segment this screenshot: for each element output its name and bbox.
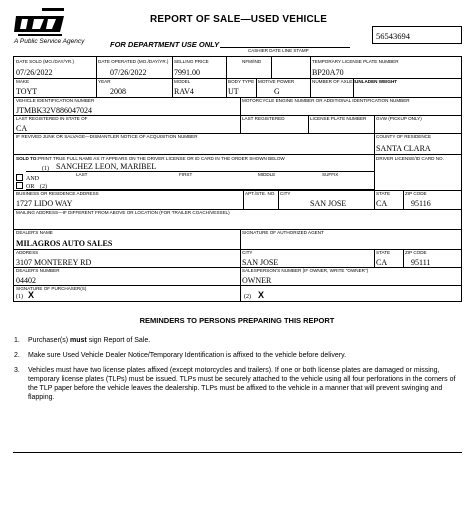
col-divider [172, 57, 173, 97]
dealer-number-value[interactable]: 04402 [16, 276, 36, 285]
reminders-heading: REMINDERS TO PERSONS PREPARING THIS REPORT [139, 316, 335, 325]
col-divider [374, 115, 375, 154]
purchaser-signature-label: SIGNATURE OF PURCHASER(S) [16, 286, 87, 291]
last-registered-label: LAST REGISTERED [242, 116, 285, 121]
motive-power-label: MOTIVE POWER [258, 79, 295, 84]
col-divider [271, 57, 272, 78]
suffix-label: SUFFIX [322, 172, 339, 177]
buyer-apt-label: APT./STE. NO. [245, 191, 276, 196]
dealer-name-value[interactable]: MILAGROS AUTO SALES [16, 239, 113, 248]
dealer-zip-label: ZIP CODE [405, 250, 427, 255]
purchaser-two-number: (2) [244, 294, 251, 300]
reminder-text [28, 336, 460, 345]
purchaser-one-number: (1) [16, 294, 23, 300]
col-divider [310, 57, 311, 97]
buyer-zip-label: ZIP CODE [405, 191, 427, 196]
col-divider [240, 267, 241, 285]
dealer-state-label: STATE [376, 250, 391, 255]
salesperson-number-value[interactable]: OWNER [242, 276, 272, 285]
nfm-label: NFM/IND [242, 59, 262, 64]
col-divider [240, 229, 241, 267]
agency-tagline: A Public Service Agency [14, 38, 85, 45]
unladen-weight-label: UNLADEN WEIGHT [355, 79, 398, 84]
or-checkbox[interactable] [16, 182, 23, 189]
motive-power-value[interactable]: G [274, 87, 280, 96]
year-value[interactable]: 2008 [110, 87, 126, 96]
buyer-two-number: (2) [40, 184, 47, 190]
department-use-label: FOR DEPARTMENT USE ONLY [110, 40, 220, 49]
dealer-address-label: ADDRESS [16, 250, 39, 255]
dmv-logo [14, 8, 68, 38]
axles-label: NUMBER OF AXLES [312, 79, 356, 84]
or-label: OR [26, 184, 35, 190]
date-sold-label: DATE SOLD (MO./DAY/YR.) [16, 59, 75, 64]
col-divider [243, 190, 244, 209]
temp-plate-label: TEMPORARY LICENSE PLATE NUMBER [312, 59, 399, 64]
body-type-value[interactable]: UT [228, 87, 239, 96]
junk-salvage-label: IF REVIVED JUNK OR SALVAGE—DISMANTLER NOTICE OF ACQUISITION NUMBER [16, 134, 198, 139]
name2-underline [26, 189, 374, 190]
row-divider [14, 229, 461, 230]
col-divider [403, 249, 404, 267]
last-registered-state-value[interactable]: CA [16, 124, 28, 133]
and-checkbox[interactable] [16, 174, 23, 181]
reminder-text-part: Purchaser(s) [28, 337, 71, 344]
page-title: REPORT OF SALE—USED VEHICLE [150, 14, 328, 25]
license-plate-label: LICENSE PLATE NUMBER [310, 116, 367, 121]
reminder-number: 2. [14, 352, 20, 359]
salesperson-number-label: SALESPERSON'S NUMBER (IF OWNER, WRITE "OWNER") [242, 268, 369, 273]
driver-license-label: DRIVER LICENSE/ID CARD NO. [376, 156, 444, 161]
col-divider [403, 190, 404, 209]
row-divider [14, 249, 461, 250]
buyer-name-value[interactable]: SANCHEZ LEON, MARIBEL [56, 162, 157, 171]
col-divider [308, 115, 309, 133]
dealer-name-label: DEALER'S NAME [16, 230, 53, 235]
sold-to-label: SOLD TO: [16, 156, 38, 161]
name-underline [26, 171, 374, 172]
last-registered-state-label: LAST REGISTERED IN STATE OF [16, 116, 88, 121]
buyer-address-value[interactable]: 1727 LIDO WAY [16, 199, 73, 208]
reminder-number: 3. [14, 367, 20, 374]
reminder-text: Vehicles must have two license plates affixed (except motorcycles and trailers). If one or both license plates are damaged or missing, temporary license plates (TLPs) must be issued. TLPs must be securely attached to the vehicle using all four perforations in the corners of the TLP paper before the vehicle leaves the dealership. TLPs must be affixed to the vehicle in a manner that will prevent swinging and flapping. [28, 367, 456, 401]
buyer-state-value[interactable]: CA [376, 199, 388, 208]
row-divider [14, 154, 461, 155]
and-label: AND [26, 176, 39, 182]
first-name-label: FIRST [179, 172, 193, 177]
reminder-text-part: sign Report of Sale. [86, 337, 151, 344]
buyer-state-label: STATE [376, 191, 391, 196]
dealer-city-value[interactable]: SAN JOSE [242, 258, 279, 267]
buyer-one-number: (1) [42, 166, 49, 172]
buyer-city-value[interactable]: SAN JOSE [310, 199, 347, 208]
reminder-text-emphasis: must [70, 337, 87, 344]
col-divider [226, 57, 227, 97]
vin-label: VEHICLE IDENTIFICATION NUMBER [16, 98, 95, 103]
buyer-city-label: CITY [280, 191, 291, 196]
make-label: MAKE [16, 79, 30, 84]
authorized-agent-signature-label: SIGNATURE OF AUTHORIZED AGENT [242, 230, 324, 235]
col-divider [374, 154, 375, 209]
row-divider [14, 267, 461, 268]
model-value[interactable]: RAV4 [174, 87, 194, 96]
selling-price-label: SELLING PRICE [174, 59, 209, 64]
engine-number-label: MOTORCYCLE ENGINE NUMBER OR ADDITIONAL IDENTIFICATION NUMBER [242, 98, 410, 103]
purchaser-two-signature-mark[interactable]: X [258, 290, 265, 300]
col-divider [96, 57, 97, 97]
gvw-label: GVW (PICKUP ONLY) [376, 116, 422, 121]
county-label: COUNTY OF RESIDENCE [376, 134, 432, 139]
buyer-zip-value[interactable]: 95116 [411, 199, 431, 208]
col-divider [374, 249, 375, 267]
col-divider [256, 78, 257, 97]
form-number-field[interactable]: 56543694 [372, 26, 462, 44]
date-sold-value[interactable]: 07/26/2022 [16, 68, 53, 77]
date-operated-value[interactable]: 07/26/2022 [110, 68, 147, 77]
buyer-address-label: BUSINESS OR RESIDENCE ADDRESS [16, 191, 99, 196]
dealer-number-label: DEALER'S NUMBER [16, 268, 60, 273]
date-operated-label: DATE OPERATED (MO./DAY/YR.) [98, 59, 169, 64]
last-name-label: LAST [76, 172, 88, 177]
make-value[interactable]: TOYT [16, 87, 38, 96]
mailing-address-label: MAILING ADDRESS—IF DIFFERENT FROM ABOVE OR LOCATION (FOR TRAILER COACH/VESSEL) [16, 210, 230, 215]
report-form-grid [13, 56, 462, 302]
model-label: MODEL [174, 79, 191, 84]
reminder-number: 1. [14, 337, 20, 344]
selling-price-value[interactable]: 7991.00 [174, 68, 200, 77]
bottom-rule [13, 452, 462, 453]
cashier-stamp-label: CASHIER DATE LINE STAMP [248, 48, 309, 53]
col-divider [278, 190, 279, 209]
purchaser-one-signature-mark[interactable]: X [28, 290, 35, 300]
dealer-city-label: CITY [242, 250, 253, 255]
reminder-text: Make sure Used Vehicle Dealer Notice/Temporary Identification is affixed to the vehicle before delivery. [28, 352, 347, 359]
year-label: YEAR [98, 79, 111, 84]
body-type-label: BODY TYPE [228, 79, 255, 84]
county-value[interactable]: SANTA CLARA [376, 144, 431, 153]
sold-to-note: PRINT TRUE FULL NAME AS IT APPEARS ON THE DRIVER LICENSE OR ID CARD IN THE ORDER SHOWN BELOW [38, 156, 285, 161]
dealer-zip-value[interactable]: 95111 [411, 258, 431, 267]
dealer-address-value[interactable]: 3107 MONTEREY RD [16, 258, 92, 267]
col-divider [240, 115, 241, 133]
col-divider [240, 97, 241, 115]
vin-value[interactable]: JTMBK32V886047024 [16, 106, 93, 115]
col-divider [240, 285, 241, 302]
middle-name-label: MIDDLE [258, 172, 276, 177]
dealer-state-value[interactable]: CA [376, 258, 388, 267]
temp-plate-value[interactable]: BP20A70 [312, 68, 344, 77]
